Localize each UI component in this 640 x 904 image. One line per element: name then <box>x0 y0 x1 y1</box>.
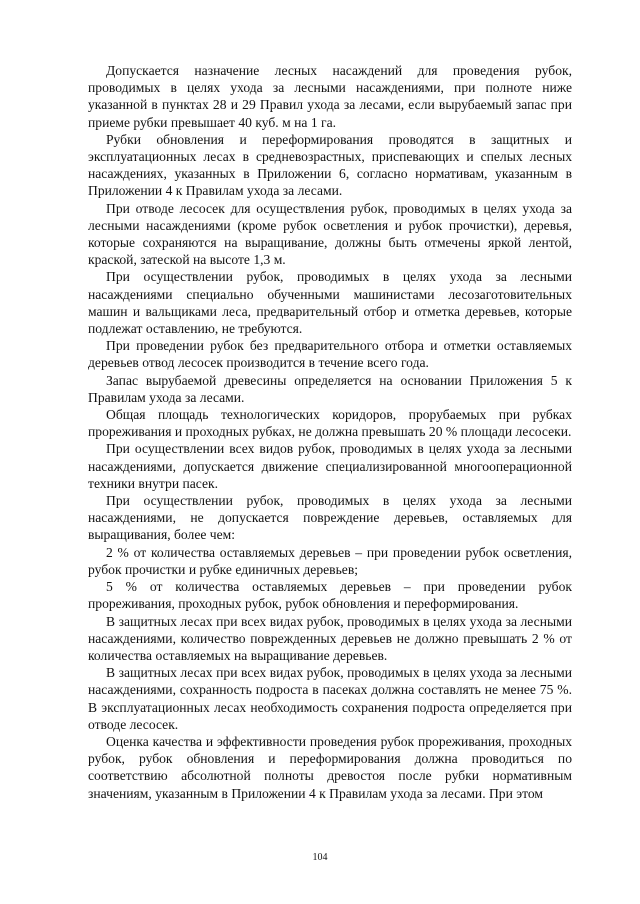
paragraph-14: Оценка качества и эффективности проведения рубок прореживания, проходных рубок, рубок обновления и переформирования должна проводиться по соответствию абсолютной полноты древостоя после рубки нормативным значениям, указанным в Приложении 4 к Правилам ухода за лесами. При этом <box>88 733 572 801</box>
paragraph-9: При осуществлении рубок, проводимых в целях ухода за лесными насаждениями, не допускается повреждение деревьев, оставляемых для выращивания, более чем: <box>88 493 572 543</box>
paragraph-4: При осуществлении рубок, проводимых в целях ухода за лесными насаждениями специально обученными машинистами лесозаготовительных машин и вальщиками леса, предварительный отбор и отметка деревьев, которые подлежат оставлению, не требуются. <box>88 269 572 337</box>
paragraph-8: При осуществлении всех видов рубок, проводимых в целях ухода за лесными насаждениями, допускается движение специализированной многооперационной техники внутри пасек. <box>88 441 572 491</box>
paragraph-7: Общая площадь технологических коридоров, прорубаемых при рубках прореживания и проходных рубках, не должна превышать 20 % площади лесосеки. <box>88 407 572 440</box>
paragraph-3: При отводе лесосек для осуществления рубок, проводимых в целях ухода за лесными насаждениями (кроме рубок осветления и рубок прочистки), деревья, которые сохраняются на выращивание, должны быть отмечены яркой лентой, краской, затеской на высоте 1,3 м. <box>88 200 572 268</box>
document-body <box>88 62 572 802</box>
paragraph-6: Запас вырубаемой древесины определяется на основании Приложения 5 к Правилам ухода за лесами. <box>88 372 572 405</box>
paragraph-5: При проведении рубок без предварительного отбора и отметки оставляемых деревьев отвод лесосек производится в течение всего года. <box>88 338 572 371</box>
paragraph-12: В защитных лесах при всех видах рубок, проводимых в целях ухода за лесными насаждениями, количество поврежденных деревьев не должно превышать 2 % от количества оставляемых на выращивание деревьев. <box>88 613 572 663</box>
paragraph-10: 2 % от количества оставляемых деревьев – при проведении рубок осветления, рубок прочистки и рубке единичных деревьев; <box>88 544 572 577</box>
paragraph-13: В защитных лесах при всех видах рубок, проводимых в целях ухода за лесными насаждениями, сохранность подроста в пасеках должна составлять не менее 75 %. В эксплуатационных лесах необходимость сохранения подроста определяется при отводе лесосек. <box>88 665 572 732</box>
paragraph-11: 5 % от количества оставляемых деревьев – при проведении рубок прореживания, проходных рубок, рубок обновления и переформирования. <box>88 579 572 612</box>
page-number: 104 <box>312 852 328 863</box>
paragraph-1: Допускается назначение лесных насаждений для проведения рубок, проводимых в целях ухода за лесными насаждениями, при полноте ниже указанной в пунктах 28 и 29 Правил ухода за лесами, если вырубаемый запас при приеме рубки превышает 40 куб. м на 1 га. <box>88 63 572 130</box>
paragraph-2: Рубки обновления и переформирования проводятся в защитных и эксплуатационных лесах в средневозрастных, приспевающих и спелых лесных насаждениях, указанных в Приложении 6, согласно нормативам, указанным в Приложении 4 к Правилам ухода за лесами. <box>88 131 572 199</box>
